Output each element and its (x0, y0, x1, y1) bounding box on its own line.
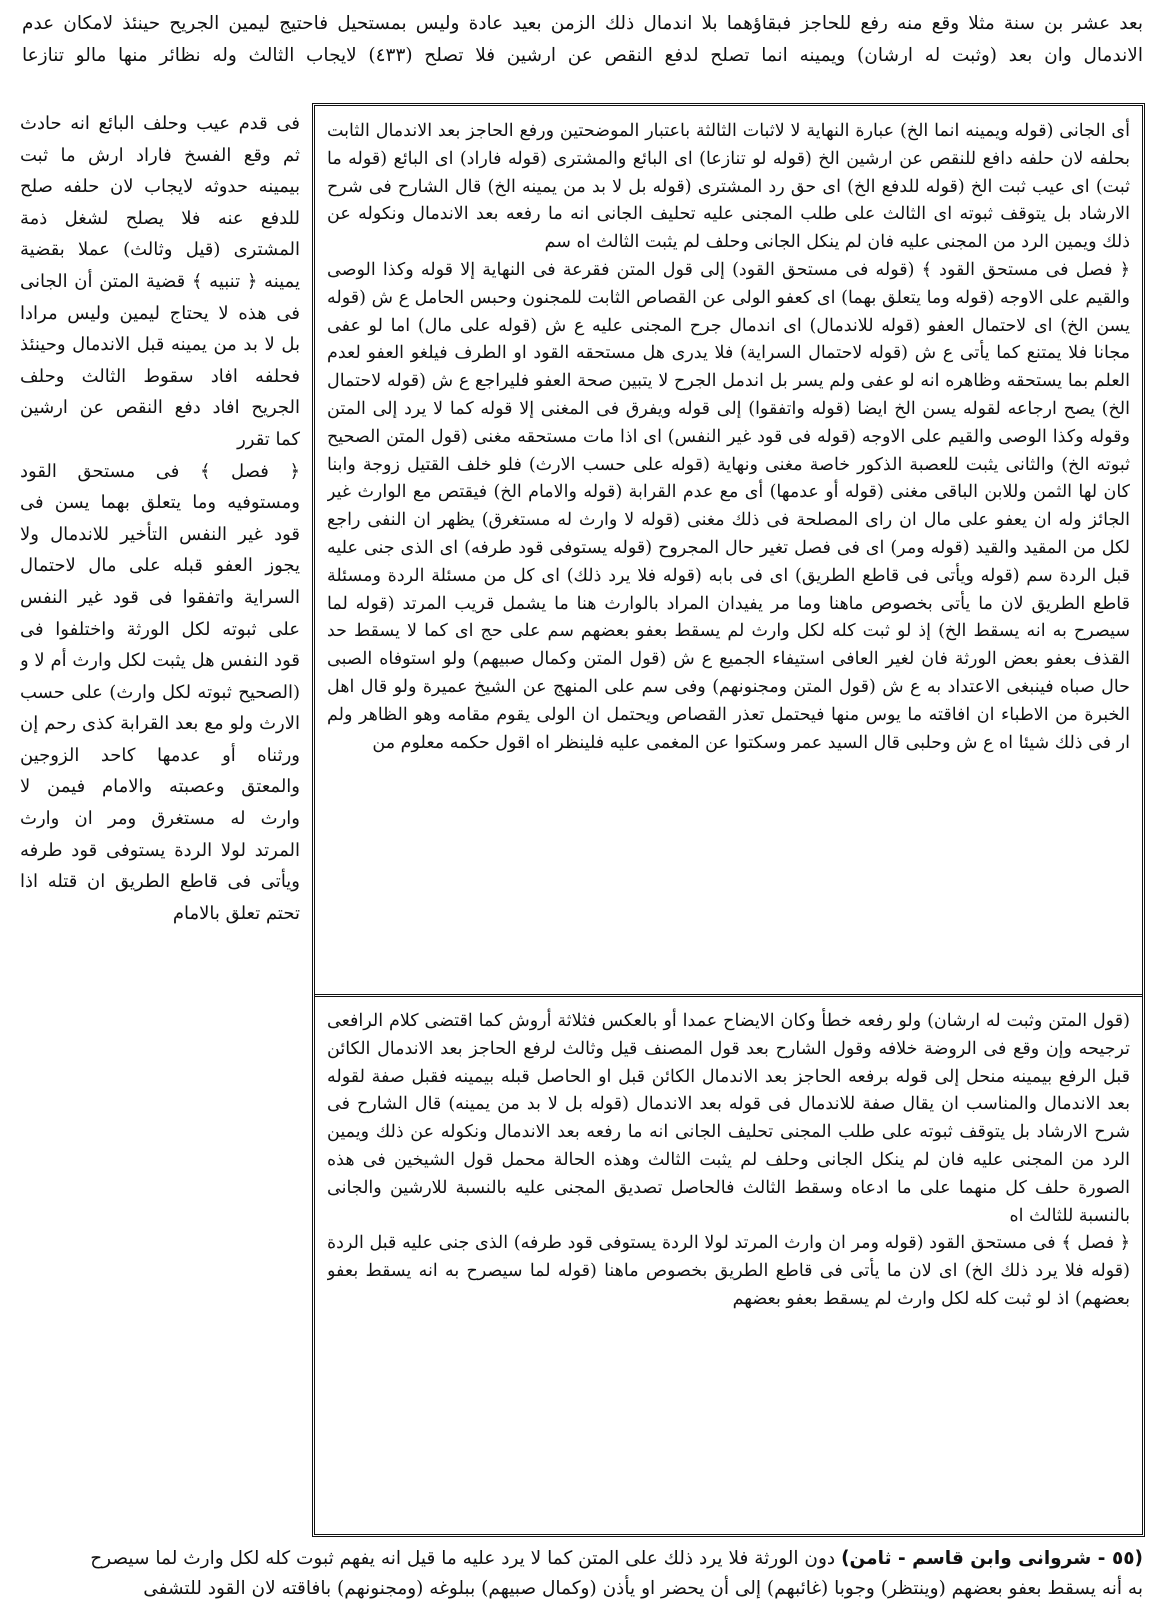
bottom-commentary-text: دون الورثة فلا يرد ذلك على المتن كما لا يرد عليه ما قيل انه يفهم ثبوت كله لكل وارث لما سيصرح (90, 1548, 836, 1569)
hashiya-frame (312, 103, 1145, 1537)
upper-hashiya-block (327, 118, 1130, 984)
frame-divider (315, 994, 1142, 997)
side-matn-paragraph: فى قدم عيب وحلف البائع انه حادث ثم وقع الفسخ فاراد ارش ما ثبت بيمينه حدوثه لايجاب لان حلفه صلح للدفع عنه فلا يصلح لشغل ذمة المشترى (قيل وثالث) عملا بقضية يمينه ﴿ تنبيه ﴾ قضية المتن أن الجانى فى هذه لا يحتاج ليمين وليس مرادا بل لا بد من يمينه قبل الاندمال وحينئذ فحلفه افاد سقوط الثالث وحلف الجريح افاد دفع النقص عن ارشين كما تقرر (20, 113, 300, 450)
bottom-commentary-line-1 (22, 1543, 1143, 1575)
side-matn-column (20, 108, 300, 1536)
upper-hashiya-paragraph: ﴿ فصل فى مستحق القود ﴾ (قوله فى مستحق القود) إلى قول المتن فقرعة فى النهاية إلا قوله وكذا الوصى والقيم على الاوجه (قوله وما يتعلق بهما) اى كعفو الولى عن القصاص الثابت للمجنون وحبس الحامل ع ش (قوله يسن الخ) اى لاحتمال العفو (قوله للاندمال) اى اندمال جرح المجنى عليه ع ش (قوله على مال) اما لو عفى مجانا فلا يمتنع كما يأتى ع ش (قوله لاحتمال السراية) فلا يدرى هل مستحقه القود او الطرف فيلغو العفو لعدم العلم بما يستحقه وظاهره انه لو عفى ولم يسر بل اندمل الجرح لا يتبين صحة العفو فليراجع ع ش (قوله لاحتمال الخ) يصح ارجاعه لقوله يسن الخ ايضا (قوله واتفقوا) إلى قوله ويفرق فى المغنى إلا قوله كما لا يرد إلى المتن وقوله وكذا الوصى والقيم على الاوجه (قوله فى قود غير النفس) اى اذا مات مستحقه مغنى (قول المتن الصحيح ثبوته الخ) والثانى يثبت للعصبة الذكور خاصة مغنى ونهاية (قوله على حسب الارث) فلو خلف القتيل زوجة وابنا كان لها الثمن وللابن الباقى مغنى (قوله أو عدمها) أى مع عدم القرابة (قوله والامام الخ) فيقتص مع الوارث غير الجائز وله ان يعفو على مال ان راى المصلحة فى ذلك مغنى (قوله لا وارث له مستغرق) يظهر ان النفى راجع لكل من المقيد والقيد (قوله ومر) اى فى فصل تغير حال المجروح (قوله يستوفى قود طرفه) اى الذى جنى عليه قبل الردة سم (قوله ويأتى فى قاطع الطريق) اى فى بابه (قوله فلا يرد ذلك) اى كل من مسئلة الردة ومسئلة قاطع الطريق لان ما يأتى بخصوص ماهنا وما مر يفيدان المراد بالوارث هنا ما يشمل قريب المرتد (قوله لما سيصرح به انه يسقط الخ) إذ لو ثبت كله لكل وارث لم يسقط بعفو بعضهم سم على حج اى كما لا يسقط حد القذف بعفو بعض الورثة فان لغير العافى استيفاء الجميع ع ش (قول المتن وكمال صبيهم) ولو استوفاه الصبى حال صباه فينبغى الاعتداد به ع ش (قول المتن ومجنونهم) وفى سم على المنهج عن الشيخ عميرة ولو قال اهل الخبرة من الاطباء ان افاقته ما يوس منها فيحتمل تعذر القصاص ويحتمل ان الولى يقوم مقامه وهو الظاهر ولم ار فى ذلك شيئا اه ع ش وحلبى قال السيد عمر وسكتوا عن المغمى عليه فلينظر اه اقول حكمه معلوم من (327, 259, 1130, 753)
top-commentary-line-2: الاندمال وان بعد (وثبت له ارشان) ويمينه انما تصلح لدفع النقص عن ارشين فلا تصلح (٤٣٣) لايجاب الثالث وله نظائر منها مالو تنازعا (22, 45, 1143, 66)
lower-hashiya-paragraph: ﴿ فصل ﴾ فى مستحق القود (قوله ومر ان وارث المرتد لولا الردة يستوفى قود طرفه) الذى جنى عليه قبل الردة (قوله فلا يرد ذلك الخ) اى لان ما يأتى فى قاطع الطريق بخصوص ماهنا (قوله لما سيصرح به انه يسقط بعفو بعضهم) اذ لو ثبت كله لكل وارث لم يسقط بعفو بعضهم (327, 1233, 1130, 1309)
page-marker: (٥٥ - شروانى وابن قاسم - ثامن) (841, 1548, 1143, 1569)
lower-hashiya-paragraph: (قول المتن وثبت له ارشان) ولو رفعه خطأ وكان الايضاح عمدا أو بالعكس فثلاثة أروش كما اقتضى كلام الرافعى ترجيحه وإن وقع فى الروضة خلافه وقول الشارح بعد قول المصنف قيل وثالث لرفع الحاجز بعد الاندمال الكائن قبل الرفع بيمينه منحل إلى قوله برفعه الحاجز بعد الاندمال الكائن قبل او الحاصل قبله بيمينه فقبل صفة لقوله بعد الاندمال والمناسب ان يقال صفة للاندمال فى قوله بعد الاندمال (قوله بل لا بد من يمينه) قال الشارح فى شرح الارشاد بل يتوقف ثبوته على طلب المجنى تحليف الجانى انه ما رفعه بعد الاندمال ونكوله عن ذلك ويمين الرد من المجنى عليه فان لم ينكل الجانى وحلف لم يثبت الثالث وهذه الحالة محمل قول الشيخين فى هذه الصورة حلف كل منهما على ما ادعاه وسقط الثالث فالحاصل تصديق المجنى عليه بالنسبة للارشين والجانى بالنسبة للثالث اه (327, 1011, 1130, 1226)
side-matn-paragraph: ﴿ فصل ﴾ فى مستحق القود ومستوفيه وما يتعلق بهما يسن فى قود غير النفس التأخير للاندمال ولا يجوز العفو قبله على مال لاحتمال السراية واتفقوا فى قود غير النفس على ثبوته لكل الورثة واختلفوا فى قود النفس هل يثبت لكل وارث أم لا و (الصحيح ثبوته لكل وارث) على حسب الارث ولو مع بعد القرابة كذى رحم إن ورثناه أو عدمها كاحد الزوجين والمعتق وعصبته والامام فيمن لا وارث له مستغرق ومر ان وارث المرتد لولا الردة يستوفى قود طرفه ويأتى فى قاطع الطريق ان قتله اذا تحتم تعلق بالامام (20, 460, 300, 924)
upper-hashiya-paragraph: أى الجانى (قوله ويمينه انما الخ) عبارة النهاية لا لاثبات الثالثة باعتبار الموضحتين ورفع الحاجز بعد الاندمال الثابت بحلفه لان حلفه دافع للنقص عن ارشين الخ (قوله لو تنازعا) اى البائع والمشترى (قوله فاراد) اى البائع (قوله ما ثبت) اى عيب ثبت الخ (قوله للدفع الخ) اى حق رد المشترى (قوله بل لا بد من يمينه الخ) قال الشارح فى شرح الارشاد بل يتوقف ثبوته اى الثالث على طلب المجنى عليه تحليف الجانى انه ما رفعه بعد الاندمال ونكوله عن ذلك ويمين الرد من المجنى عليه فان لم ينكل الجانى وحلف لم يثبت الثالث اه سم (327, 121, 1130, 253)
top-commentary-line-1: بعد عشر بن سنة مثلا وقع منه رفع للحاجز فبقاؤهما بلا اندمال ذلك الزمن بعيد عادة وليس بمستحيل فاحتيج ليمين الجريح حينئذ لامكان عدم (22, 13, 1143, 34)
bottom-commentary-line-2: به أنه يسقط بعفو بعضهم (وينتظر) وجوبا (غائبهم) إلى أن يحضر او يأذن (وكمال صبيهم) ببلوغه (ومجنونهم) بافاقته لان القود للتشفى (143, 1578, 1143, 1599)
lower-hashiya-block (327, 1008, 1130, 1528)
